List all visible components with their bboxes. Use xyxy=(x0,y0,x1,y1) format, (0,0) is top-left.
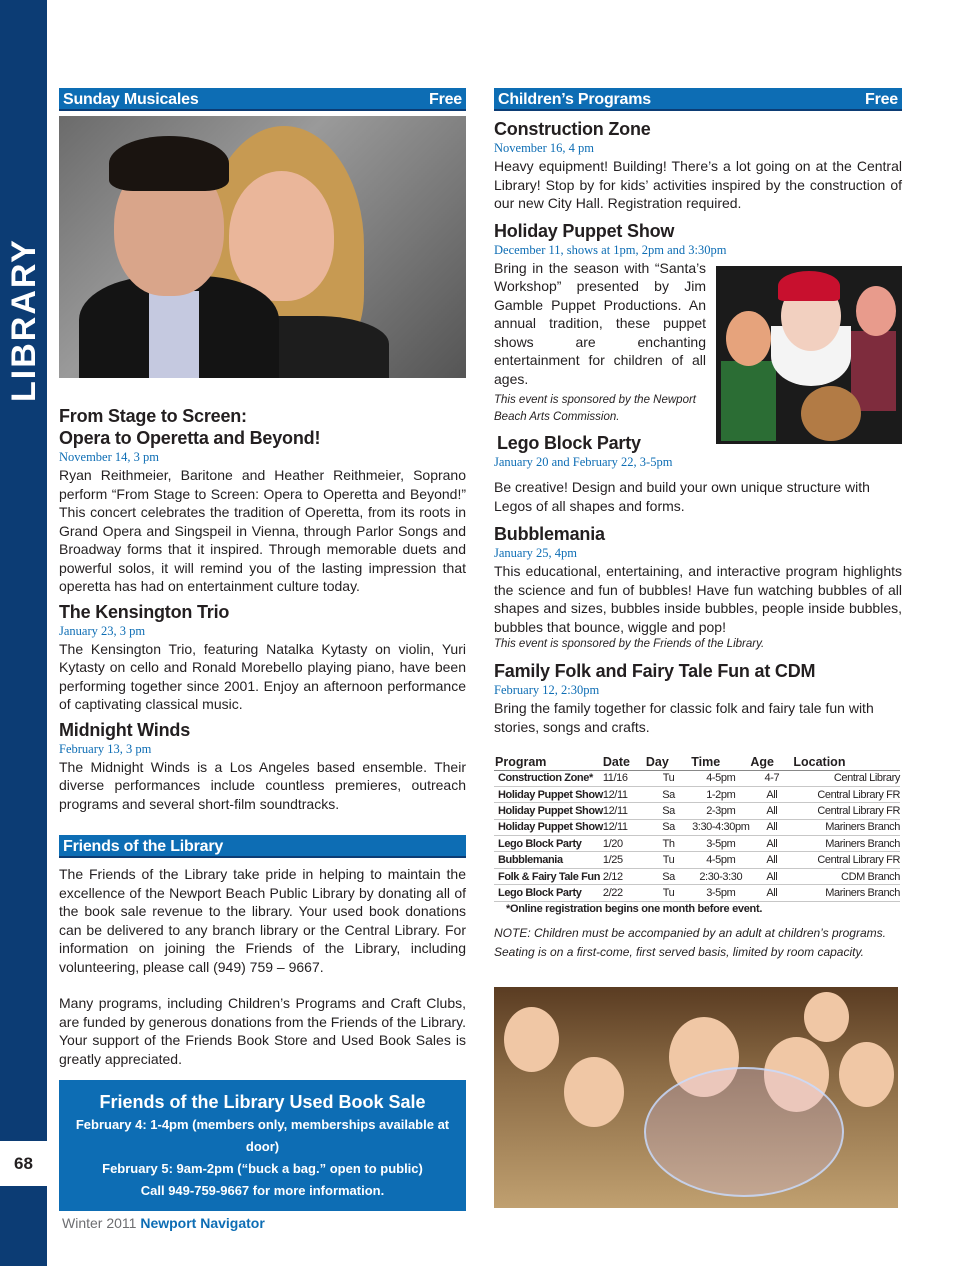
footer-issue: Winter 2011 xyxy=(62,1215,141,1231)
age-cell: 4-7 xyxy=(750,770,793,786)
location-cell: Central Library FR xyxy=(793,852,900,868)
event-description: The Midnight Winds is a Los Angeles based ensemble. Their diverse performances include countless premieres, outreach programs and several short-film soundtracks. xyxy=(59,758,466,812)
friends-paragraph: Many programs, including Children’s Programs and Craft Clubs, are funded by generous donations from the Friends of the Library. Your support of the Friends Book Store and Used Book Sales is greatly appreciated. xyxy=(59,995,466,1067)
day-cell: Sa xyxy=(646,868,691,884)
location-cell: Mariners Branch xyxy=(793,885,900,901)
time-cell: 3-5pm xyxy=(691,885,750,901)
section-title: Friends of the Library xyxy=(63,838,224,855)
event-description: Bring the family together for classic folk and fairy tale fun with stories, songs and crafts. xyxy=(494,700,874,735)
table-row xyxy=(494,836,900,852)
age-cell: All xyxy=(750,803,793,819)
column-header: Age xyxy=(750,754,793,770)
program-cell: Holiday Puppet Show xyxy=(494,786,603,802)
event-description: The Kensington Trio, featuring Natalka Kytasty on violin, Yuri Kytasty on cello and Ronald Morebello playing piano, have been performing together since 2001. Enjoy an afternoon performance of captivating classical music. xyxy=(59,640,466,712)
table-header-row xyxy=(494,754,900,770)
event-midnight-winds xyxy=(59,719,466,814)
event-date: November 16, 4 pm xyxy=(494,141,594,155)
event-title: Holiday Puppet Show xyxy=(494,220,675,241)
table-row xyxy=(494,852,900,868)
event-description: This educational, entertaining, and interactive program highlights the science and fun of bubbles! Have fun watching bubbles of all shapes and sizes, bubbles inside bubbles, people inside bubbles, bubbles that bounce, wiggle and pop! xyxy=(494,563,902,635)
column-header: Day xyxy=(646,754,691,770)
event-title: Construction Zone xyxy=(494,119,651,139)
book-sale-box xyxy=(59,1080,466,1211)
location-cell: Mariners Branch xyxy=(793,819,900,835)
book-sale-line: February 4: 1-4pm (members only, memberships available at door) xyxy=(75,1117,450,1154)
program-cell: Folk & Fairy Tale Fun xyxy=(494,868,603,884)
book-sale-line: February 5: 9am-2pm (“buck a bag.” open to public) xyxy=(102,1161,423,1176)
sponsor-note: This event is sponsored by the Newport Beach Arts Commission. xyxy=(494,394,696,423)
section-title: Children’s Programs xyxy=(498,91,651,108)
event-family-folk xyxy=(494,660,902,736)
footer xyxy=(62,1215,265,1231)
date-cell: 1/20 xyxy=(603,836,646,852)
event-date: January 25, 4pm xyxy=(494,546,577,560)
event-title: From Stage to Screen: xyxy=(59,406,247,426)
table-row xyxy=(494,803,900,819)
footer-publication: Newport Navigator xyxy=(140,1215,265,1231)
day-cell: Sa xyxy=(646,803,691,819)
program-cell: Construction Zone* xyxy=(494,770,603,786)
program-cell: Lego Block Party xyxy=(494,885,603,901)
day-cell: Tu xyxy=(646,852,691,868)
time-cell: 3:30-4:30pm xyxy=(691,819,750,835)
table-row xyxy=(494,786,900,802)
table-footnote: *Online registration begins one month before event. xyxy=(506,902,763,915)
event-lego-block-party xyxy=(494,432,902,515)
location-cell: Mariners Branch xyxy=(793,836,900,852)
date-cell: 2/12 xyxy=(603,868,646,884)
date-cell: 2/22 xyxy=(603,885,646,901)
event-description: Ryan Reithmeier, Baritone and Heather Reithmeier, Soprano perform “From Stage to Screen: Opera to Operetta and Beyond!” This concert celebrates the tradition of Operetta, from its roots in Grand Opera and Singspeil in Vienna, through Parlor Songs and Broadway forms that it inspired. Through memorable duets and powerful solos, it will remind you of the lasting impression that operetta has had on entertainment culture today. xyxy=(59,467,466,594)
date-cell: 12/11 xyxy=(603,803,646,819)
event-title: The Kensington Trio xyxy=(59,601,230,622)
date-cell: 1/25 xyxy=(603,852,646,868)
time-cell: 1-2pm xyxy=(691,786,750,802)
age-cell: All xyxy=(750,852,793,868)
friends-header xyxy=(59,835,466,858)
location-cell: CDM Branch xyxy=(793,868,900,884)
event-construction-zone xyxy=(494,118,902,213)
day-cell: Tu xyxy=(646,770,691,786)
children-note: NOTE: Children must be accompanied by an adult at children’s programs. Seating is on a first-come, first served basis, limited by room capacity. xyxy=(494,925,886,959)
event-description: Heavy equipment! Building! There’s a lot going on at the Central Library! Stop by for kids’ activities inspired by the construction of our new City Hall. Registration required. xyxy=(494,158,902,211)
time-cell: 2-3pm xyxy=(691,803,750,819)
program-cell: Bubblemania xyxy=(494,852,603,868)
price-label: Free xyxy=(429,91,462,108)
event-date: February 13, 3 pm xyxy=(59,741,152,756)
event-bubblemania xyxy=(494,523,902,653)
age-cell: All xyxy=(750,836,793,852)
event-description: Be creative! Design and build your own unique structure with Legos of all shapes and forms. xyxy=(494,479,870,514)
event-kensington-trio xyxy=(59,601,466,714)
sunday-musicales-header xyxy=(59,88,466,111)
date-cell: 12/11 xyxy=(603,819,646,835)
day-cell: Sa xyxy=(646,819,691,835)
day-cell: Th xyxy=(646,836,691,852)
page-number: 68 xyxy=(14,1153,33,1173)
children-bubble-photo xyxy=(494,987,898,1208)
time-cell: 4-5pm xyxy=(691,852,750,868)
table-row xyxy=(494,885,900,901)
event-date: December 11, shows at 1pm, 2pm and 3:30pm xyxy=(494,242,727,257)
date-cell: 11/16 xyxy=(603,770,646,786)
location-cell: Central Library xyxy=(793,770,900,786)
age-cell: All xyxy=(750,885,793,901)
event-title: Bubblemania xyxy=(494,524,605,544)
time-cell: 4-5pm xyxy=(691,770,750,786)
event-date: November 14, 3 pm xyxy=(59,450,159,464)
time-cell: 2:30-3:30 xyxy=(691,868,750,884)
event-date: January 20 and February 22, 3-5pm xyxy=(494,455,673,469)
age-cell: All xyxy=(750,819,793,835)
event-stage-to-screen xyxy=(59,405,466,596)
price-label: Free xyxy=(865,91,898,108)
event-date: February 12, 2:30pm xyxy=(494,683,600,697)
program-cell: Holiday Puppet Show xyxy=(494,819,603,835)
table-row xyxy=(494,868,900,884)
location-cell: Central Library FR xyxy=(793,803,900,819)
event-description: Bring in the season with “Santa’s Workshop” presented by Jim Gamble Puppet Productions. An annual tradition, these puppet shows are enchanting entertainment for children of all ages. xyxy=(494,259,706,387)
table-row xyxy=(494,770,900,786)
day-cell: Tu xyxy=(646,885,691,901)
day-cell: Sa xyxy=(646,786,691,802)
event-date: January 23, 3 pm xyxy=(59,623,146,638)
left-column xyxy=(59,88,466,1211)
column-header: Time xyxy=(691,754,750,770)
section-label: LIBRARY xyxy=(5,238,43,402)
schedule-table xyxy=(494,754,900,902)
time-cell: 3-5pm xyxy=(691,836,750,852)
book-sale-line: Call 949-759-9667 for more information. xyxy=(140,1183,385,1198)
childrens-programs-header xyxy=(494,88,902,111)
book-sale-title: Friends of the Library Used Book Sale xyxy=(99,1092,426,1112)
right-column xyxy=(494,88,902,988)
event-title: Family Folk and Fairy Tale Fun at CDM xyxy=(494,661,816,681)
event-title: Lego Block Party xyxy=(497,433,641,453)
location-cell: Central Library FR xyxy=(793,786,900,802)
puppet-photo xyxy=(716,266,902,444)
date-cell: 12/11 xyxy=(603,786,646,802)
sponsor-note: This event is sponsored by the Friends of the Library. xyxy=(494,638,765,650)
age-cell: All xyxy=(750,786,793,802)
event-title: Opera to Operetta and Beyond! xyxy=(59,428,321,448)
program-cell: Lego Block Party xyxy=(494,836,603,852)
section-title: Sunday Musicales xyxy=(63,91,199,108)
table-row xyxy=(494,819,900,835)
column-header: Program xyxy=(494,754,603,770)
age-cell: All xyxy=(750,868,793,884)
column-header: Location xyxy=(793,754,900,770)
program-cell: Holiday Puppet Show xyxy=(494,803,603,819)
performers-photo xyxy=(59,116,466,378)
event-title: Midnight Winds xyxy=(59,719,191,740)
side-bar xyxy=(0,0,47,1266)
friends-paragraph: The Friends of the Library take pride in helping to maintain the excellence of the Newport Beach Public Library by donating all of the book sale revenue to the library. Your used book donations can be delivered to any branch library or the Central Library. For information on joining the Friends of the Library, including volunteering, please call (949) 759 – 9667. xyxy=(59,866,466,975)
column-header: Date xyxy=(603,754,646,770)
